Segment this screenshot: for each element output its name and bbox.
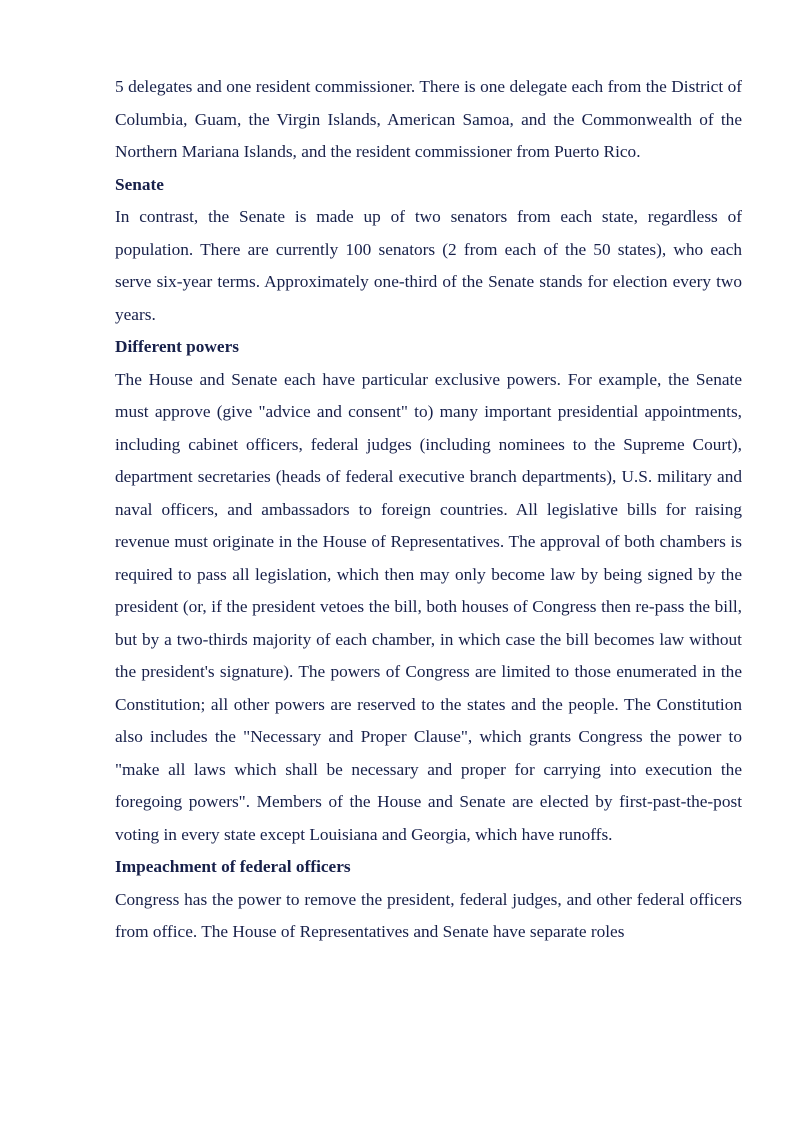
document-page bbox=[115, 71, 742, 949]
paragraph-different-powers: The House and Senate each have particular exclusive powers. For example, the Senate must approve (give "advice and consent" to) many important presidential appointments, including cabinet officers, federal judges (including nominees to the Supreme Court), department secretaries (heads of federal executive branch departments), U.S. military and naval officers, and ambassadors to foreign countries. All legislative bills for raising revenue must originate in the House of Representatives. The approval of both chambers is required to pass all legislation, which then may only become law by being signed by the president (or, if the president vetoes the bill, both houses of Congress then re-pass the bill, but by a two-thirds majority of each chamber, in which case the bill becomes law without the president's signature). The powers of Congress are limited to those enumerated in the Constitution; all other powers are reserved to the states and the people. The Constitution also includes the "Necessary and Proper Clause", which grants Congress the power to "make all laws which shall be necessary and proper for carrying into execution the foregoing powers". Members of the House and Senate are elected by first-past-the-post voting in every state except Louisiana and Georgia, which have runoffs. bbox=[115, 369, 742, 844]
paragraph-delegates: 5 delegates and one resident commissioner. There is one delegate each from the District of Columbia, Guam, the Virgin Islands, American Samoa, and the Commonwealth of the Northern Mariana Islands, and the resident commissioner from Puerto Rico. bbox=[115, 77, 742, 161]
heading-different-powers: Different powers bbox=[115, 337, 239, 356]
paragraph-senate: In contrast, the Senate is made up of two senators from each state, regardless of population. There are currently 100 senators (2 from each of the 50 states), who each serve six-year terms. Approximately one-third of the Senate stands for election every two years. bbox=[115, 207, 742, 324]
heading-impeachment: Impeachment of federal officers bbox=[115, 857, 351, 876]
heading-senate: Senate bbox=[115, 174, 164, 194]
paragraph-impeachment: Congress has the power to remove the president, federal judges, and other federal officers from office. The House of Representatives and Senate have separate roles bbox=[115, 889, 742, 941]
